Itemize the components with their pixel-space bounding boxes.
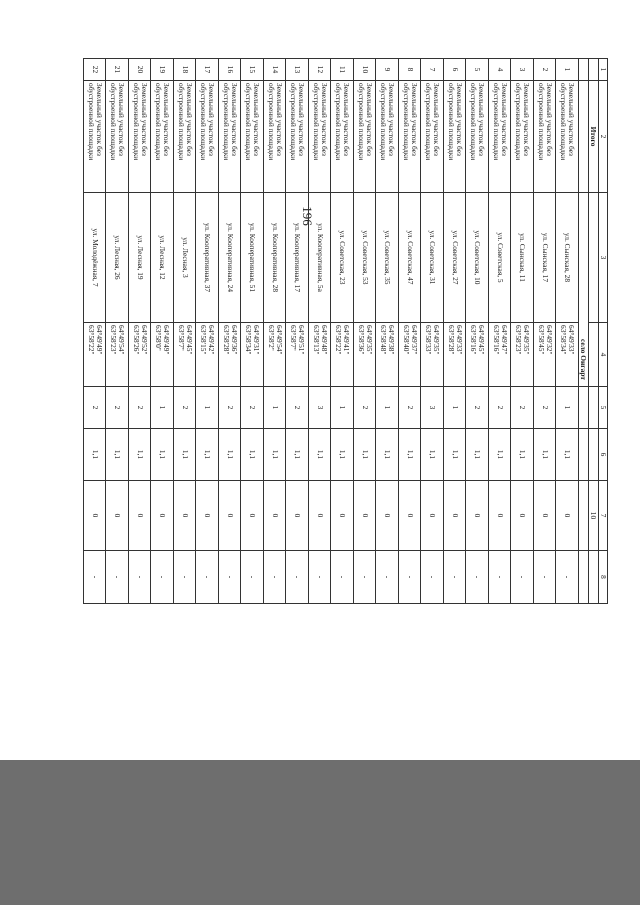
site-coordinates bbox=[444, 323, 467, 387]
table-row bbox=[534, 59, 557, 604]
container-count: 2 bbox=[399, 387, 422, 429]
site-type: Земельный участок без обустроенной площадки bbox=[376, 81, 399, 193]
total-empty bbox=[589, 59, 599, 81]
row-number: 21 bbox=[106, 59, 129, 81]
col7-value: 0 bbox=[399, 481, 422, 551]
col7-value: 0 bbox=[241, 481, 264, 551]
row-number: 17 bbox=[196, 59, 219, 81]
site-coordinates bbox=[241, 323, 264, 387]
table-row bbox=[129, 59, 152, 604]
latitude: 64°49'38" bbox=[387, 325, 397, 355]
col7-value: 0 bbox=[286, 481, 309, 551]
col8-value: - bbox=[309, 551, 332, 604]
col-number-5: 5 bbox=[599, 387, 608, 429]
row-number: 20 bbox=[129, 59, 152, 81]
sites-table bbox=[83, 58, 608, 604]
site-address: ул. Советская, 35 bbox=[376, 193, 399, 323]
site-coordinates bbox=[196, 323, 219, 387]
col8-value: - bbox=[264, 551, 287, 604]
longitude: 63°58'15" bbox=[199, 325, 209, 355]
total-empty-4 bbox=[589, 323, 599, 387]
site-type: Земельный участок без обустроенной площадки bbox=[489, 81, 512, 193]
container-volume: 1,1 bbox=[534, 429, 557, 481]
column-number-row bbox=[599, 59, 608, 604]
col7-value: 0 bbox=[264, 481, 287, 551]
total-value: 10 bbox=[589, 481, 599, 551]
site-address: ул. Советская, 5 bbox=[489, 193, 512, 323]
site-address: ул. Кооперативная, 24 bbox=[219, 193, 242, 323]
longitude: 63°58'28" bbox=[221, 325, 231, 355]
longitude: 63°58'26" bbox=[131, 325, 141, 355]
rotated-table-container bbox=[88, 58, 608, 603]
site-type: Земельный участок без обустроенной площадки bbox=[84, 81, 107, 193]
longitude: 63°58'22" bbox=[334, 325, 344, 355]
site-type: Земельный участок без обустроенной площадки bbox=[534, 81, 557, 193]
latitude: 64°49'47" bbox=[499, 325, 509, 355]
longitude: 63°58'48" bbox=[379, 325, 389, 355]
col-number-4: 4 bbox=[599, 323, 608, 387]
col8-value: - bbox=[219, 551, 242, 604]
latitude: 64°49'51" bbox=[297, 325, 307, 355]
col7-value: 0 bbox=[196, 481, 219, 551]
row-number: 7 bbox=[421, 59, 444, 81]
col8-value: - bbox=[286, 551, 309, 604]
latitude: 64°49'45" bbox=[184, 325, 194, 355]
site-address: ул. Советская, 53 bbox=[354, 193, 377, 323]
col7-value: 0 bbox=[556, 481, 579, 551]
site-address: ул. Советская, 23 bbox=[331, 193, 354, 323]
total-row bbox=[589, 59, 599, 604]
site-address: ул. Кооперативная, 17 bbox=[286, 193, 309, 323]
col-number-3: 3 bbox=[599, 193, 608, 323]
container-count: 2 bbox=[129, 387, 152, 429]
col7-value: 0 bbox=[174, 481, 197, 551]
site-address: ул. Кооперативная, 5а bbox=[309, 193, 332, 323]
col7-value: 0 bbox=[84, 481, 107, 551]
col7-value: 0 bbox=[511, 481, 534, 551]
container-volume: 1,1 bbox=[241, 429, 264, 481]
site-address: ул. Советская, 10 bbox=[466, 193, 489, 323]
site-type: Земельный участок без обустроенной площадки bbox=[354, 81, 377, 193]
latitude: 64°49'48" bbox=[319, 325, 329, 355]
container-count: 1 bbox=[264, 387, 287, 429]
container-volume: 1,1 bbox=[264, 429, 287, 481]
table-row bbox=[151, 59, 174, 604]
site-type: Земельный участок без обустроенной площадки bbox=[309, 81, 332, 193]
container-volume: 1,1 bbox=[196, 429, 219, 481]
longitude: 63°58'36" bbox=[356, 325, 366, 355]
container-count: 1 bbox=[331, 387, 354, 429]
table-row bbox=[196, 59, 219, 604]
col8-value: - bbox=[174, 551, 197, 604]
total-label: Итого bbox=[589, 81, 599, 193]
latitude: 64°49'41" bbox=[342, 325, 352, 355]
col-number-6: 6 bbox=[599, 429, 608, 481]
col-number-2: 2 bbox=[599, 81, 608, 193]
site-type: Земельный участок без обустроенной площадки bbox=[286, 81, 309, 193]
site-coordinates bbox=[511, 323, 534, 387]
total-empty-6 bbox=[589, 429, 599, 481]
table-row bbox=[264, 59, 287, 604]
latitude: 64°49'35" bbox=[364, 325, 374, 355]
col-number-7: 7 bbox=[599, 481, 608, 551]
container-volume: 1,1 bbox=[331, 429, 354, 481]
table-row bbox=[376, 59, 399, 604]
col7-value: 0 bbox=[354, 481, 377, 551]
site-coordinates bbox=[286, 323, 309, 387]
container-count: 2 bbox=[466, 387, 489, 429]
row-number: 11 bbox=[331, 59, 354, 81]
site-coordinates bbox=[219, 323, 242, 387]
site-coordinates bbox=[556, 323, 579, 387]
latitude: 64°49'32" bbox=[544, 325, 554, 355]
table-row bbox=[511, 59, 534, 604]
site-address: ул. Кооперативная, 28 bbox=[264, 193, 287, 323]
latitude: 64°49'35" bbox=[522, 325, 532, 355]
col7-value: 0 bbox=[376, 481, 399, 551]
site-type: Земельный участок без обустроенной площадки bbox=[421, 81, 444, 193]
site-type: Земельный участок без обустроенной площадки bbox=[174, 81, 197, 193]
container-volume: 1,1 bbox=[151, 429, 174, 481]
longitude: 63°58'13" bbox=[311, 325, 321, 355]
latitude: 64°49'54" bbox=[117, 325, 127, 355]
site-address: ул. Лесная, 3 bbox=[174, 193, 197, 323]
table-row bbox=[106, 59, 129, 604]
latitude: 64°49'37" bbox=[409, 325, 419, 355]
site-coordinates bbox=[174, 323, 197, 387]
site-type: Земельный участок без обустроенной площадки bbox=[219, 81, 242, 193]
site-address: ул. Сынская, 28 bbox=[556, 193, 579, 323]
site-address: ул. Советская, 27 bbox=[444, 193, 467, 323]
settlement-label: село Онгарт bbox=[579, 193, 589, 387]
container-volume: 1,1 bbox=[106, 429, 129, 481]
site-address: ул. Кооперативная, 51 bbox=[241, 193, 264, 323]
col8-value: - bbox=[376, 551, 399, 604]
container-count: 2 bbox=[286, 387, 309, 429]
row-number: 19 bbox=[151, 59, 174, 81]
site-coordinates bbox=[466, 323, 489, 387]
container-count: 3 bbox=[421, 387, 444, 429]
longitude: 63°58'22" bbox=[86, 325, 96, 355]
site-coordinates bbox=[399, 323, 422, 387]
total-empty-3 bbox=[589, 193, 599, 323]
col7-value: 0 bbox=[534, 481, 557, 551]
table-row bbox=[241, 59, 264, 604]
site-type: Земельный участок без обустроенной площадки bbox=[511, 81, 534, 193]
site-type: Земельный участок без обустроенной площадки bbox=[241, 81, 264, 193]
container-volume: 1,1 bbox=[511, 429, 534, 481]
settlement-empty-5 bbox=[579, 387, 589, 429]
longitude: 63°58'0" bbox=[154, 325, 164, 351]
container-volume: 1,1 bbox=[556, 429, 579, 481]
site-address: ул. Советская, 31 bbox=[421, 193, 444, 323]
container-count: 2 bbox=[489, 387, 512, 429]
col7-value: 0 bbox=[331, 481, 354, 551]
container-count: 2 bbox=[511, 387, 534, 429]
container-count: 2 bbox=[354, 387, 377, 429]
col8-value: - bbox=[466, 551, 489, 604]
longitude: 63°58'7" bbox=[176, 325, 186, 351]
latitude: 64°49'49" bbox=[162, 325, 172, 355]
col-number-8: 8 bbox=[599, 551, 608, 604]
site-type: Земельный участок без обустроенной площадки bbox=[556, 81, 579, 193]
col8-value: - bbox=[399, 551, 422, 604]
col7-value: 0 bbox=[219, 481, 242, 551]
row-number: 18 bbox=[174, 59, 197, 81]
col-number-1: 1 bbox=[599, 59, 608, 81]
container-count: 2 bbox=[106, 387, 129, 429]
site-address: ул. Советская, 47 bbox=[399, 193, 422, 323]
site-type: Земельный участок без обустроенной площадки bbox=[106, 81, 129, 193]
site-type: Земельный участок без обустроенной площадки bbox=[264, 81, 287, 193]
longitude: 63°58'45" bbox=[536, 325, 546, 355]
longitude: 63°58'16" bbox=[491, 325, 501, 355]
settlement-empty-2 bbox=[579, 81, 589, 193]
container-count: 2 bbox=[219, 387, 242, 429]
row-number: 15 bbox=[241, 59, 264, 81]
settlement-empty-7 bbox=[579, 481, 589, 551]
site-coordinates bbox=[421, 323, 444, 387]
settlement-empty-6 bbox=[579, 429, 589, 481]
latitude: 64°49'33" bbox=[454, 325, 464, 355]
container-volume: 1,1 bbox=[129, 429, 152, 481]
col8-value: - bbox=[421, 551, 444, 604]
table-row bbox=[444, 59, 467, 604]
site-coordinates bbox=[534, 323, 557, 387]
col7-value: 0 bbox=[106, 481, 129, 551]
longitude: 63°58'16" bbox=[469, 325, 479, 355]
table-row bbox=[219, 59, 242, 604]
latitude: 64°49'35" bbox=[432, 325, 442, 355]
site-address: ул. Молодёжная, 7 bbox=[84, 193, 107, 323]
latitude: 64°49'49" bbox=[94, 325, 104, 355]
table-row bbox=[286, 59, 309, 604]
col8-value: - bbox=[241, 551, 264, 604]
site-address: ул. Кооперативная, 37 bbox=[196, 193, 219, 323]
container-volume: 1,1 bbox=[309, 429, 332, 481]
longitude: 63°58'2" bbox=[266, 325, 276, 351]
container-count: 1 bbox=[151, 387, 174, 429]
col8-value: - bbox=[331, 551, 354, 604]
site-type: Земельный участок без обустроенной площадки bbox=[399, 81, 422, 193]
container-count: 3 bbox=[309, 387, 332, 429]
site-coordinates bbox=[376, 323, 399, 387]
table-row bbox=[84, 59, 107, 604]
row-number: 22 bbox=[84, 59, 107, 81]
latitude: 64°49'31" bbox=[252, 325, 262, 355]
container-count: 1 bbox=[376, 387, 399, 429]
site-address: ул. Лесная, 19 bbox=[129, 193, 152, 323]
col7-value: 0 bbox=[421, 481, 444, 551]
row-number: 12 bbox=[309, 59, 332, 81]
container-volume: 1,1 bbox=[444, 429, 467, 481]
col8-value: - bbox=[534, 551, 557, 604]
longitude: 63°58'33" bbox=[424, 325, 434, 355]
latitude: 64°49'36" bbox=[229, 325, 239, 355]
col7-value: 0 bbox=[151, 481, 174, 551]
table-row bbox=[399, 59, 422, 604]
longitude: 63°58'40" bbox=[401, 325, 411, 355]
site-type: Земельный участок без обустроенной площадки bbox=[444, 81, 467, 193]
site-type: Земельный участок без обустроенной площадки bbox=[466, 81, 489, 193]
container-volume: 1,1 bbox=[84, 429, 107, 481]
col7-value: 0 bbox=[466, 481, 489, 551]
site-coordinates bbox=[354, 323, 377, 387]
col8-value: - bbox=[444, 551, 467, 604]
col7-value: 0 bbox=[489, 481, 512, 551]
row-number: 8 bbox=[399, 59, 422, 81]
row-number: 4 bbox=[489, 59, 512, 81]
container-count: 2 bbox=[241, 387, 264, 429]
container-volume: 1,1 bbox=[421, 429, 444, 481]
site-address: ул. Сынская, 17 bbox=[534, 193, 557, 323]
col8-value: - bbox=[511, 551, 534, 604]
latitude: 64°49'33" bbox=[567, 325, 577, 355]
site-coordinates bbox=[129, 323, 152, 387]
container-volume: 1,1 bbox=[286, 429, 309, 481]
col7-value: 0 bbox=[309, 481, 332, 551]
settlement-row bbox=[579, 59, 589, 604]
latitude: 64°49'45" bbox=[477, 325, 487, 355]
table-row bbox=[466, 59, 489, 604]
row-number: 13 bbox=[286, 59, 309, 81]
container-count: 2 bbox=[84, 387, 107, 429]
longitude: 63°58'23" bbox=[514, 325, 524, 355]
table-row bbox=[174, 59, 197, 604]
table-row bbox=[556, 59, 579, 604]
row-number: 6 bbox=[444, 59, 467, 81]
table-row bbox=[331, 59, 354, 604]
table-row bbox=[421, 59, 444, 604]
container-volume: 1,1 bbox=[219, 429, 242, 481]
site-coordinates bbox=[84, 323, 107, 387]
row-number: 3 bbox=[511, 59, 534, 81]
col8-value: - bbox=[354, 551, 377, 604]
container-volume: 1,1 bbox=[376, 429, 399, 481]
col8-value: - bbox=[556, 551, 579, 604]
container-count: 2 bbox=[534, 387, 557, 429]
row-number: 1 bbox=[556, 59, 579, 81]
col8-value: - bbox=[489, 551, 512, 604]
total-empty-5 bbox=[589, 387, 599, 429]
latitude: 64°49'42" bbox=[207, 325, 217, 355]
container-volume: 1,1 bbox=[466, 429, 489, 481]
col8-value: - bbox=[106, 551, 129, 604]
col8-value: - bbox=[196, 551, 219, 604]
longitude: 63°58'34" bbox=[244, 325, 254, 355]
longitude: 63°58'34" bbox=[559, 325, 569, 355]
total-empty-8 bbox=[589, 551, 599, 604]
col8-value: - bbox=[151, 551, 174, 604]
row-number: 10 bbox=[354, 59, 377, 81]
site-type: Земельный участок без обустроенной площадки bbox=[129, 81, 152, 193]
container-count: 1 bbox=[196, 387, 219, 429]
container-count: 1 bbox=[444, 387, 467, 429]
row-number: 16 bbox=[219, 59, 242, 81]
site-type: Земельный участок без обустроенной площадки bbox=[331, 81, 354, 193]
site-address: ул. Сынская, 11 bbox=[511, 193, 534, 323]
col8-value: - bbox=[129, 551, 152, 604]
latitude: 64°49'54" bbox=[274, 325, 284, 355]
table-row bbox=[354, 59, 377, 604]
site-coordinates bbox=[489, 323, 512, 387]
row-number: 5 bbox=[466, 59, 489, 81]
container-count: 1 bbox=[556, 387, 579, 429]
col8-value: - bbox=[84, 551, 107, 604]
longitude: 63°58'28" bbox=[446, 325, 456, 355]
container-volume: 1,1 bbox=[354, 429, 377, 481]
page-number: 196 bbox=[300, 206, 315, 226]
site-type: Земельный участок без обустроенной площадки bbox=[196, 81, 219, 193]
container-volume: 1,1 bbox=[399, 429, 422, 481]
row-number: 9 bbox=[376, 59, 399, 81]
container-volume: 1,1 bbox=[174, 429, 197, 481]
site-address: ул. Лесная, 26 bbox=[106, 193, 129, 323]
site-coordinates bbox=[264, 323, 287, 387]
site-coordinates bbox=[309, 323, 332, 387]
table-row bbox=[489, 59, 512, 604]
settlement-empty-1 bbox=[579, 59, 589, 81]
col7-value: 0 bbox=[129, 481, 152, 551]
container-volume: 1,1 bbox=[489, 429, 512, 481]
row-number: 2 bbox=[534, 59, 557, 81]
latitude: 64°49'52" bbox=[139, 325, 149, 355]
site-coordinates bbox=[151, 323, 174, 387]
site-type: Земельный участок без обустроенной площадки bbox=[151, 81, 174, 193]
site-coordinates bbox=[331, 323, 354, 387]
row-number: 14 bbox=[264, 59, 287, 81]
longitude: 63°58'7" bbox=[289, 325, 299, 351]
settlement-empty-8 bbox=[579, 551, 589, 604]
site-coordinates bbox=[106, 323, 129, 387]
col7-value: 0 bbox=[444, 481, 467, 551]
table-viewport bbox=[88, 58, 608, 603]
site-address: ул. Лесная, 12 bbox=[151, 193, 174, 323]
container-count: 2 bbox=[174, 387, 197, 429]
longitude: 63°58'23" bbox=[109, 325, 119, 355]
table-row bbox=[309, 59, 332, 604]
